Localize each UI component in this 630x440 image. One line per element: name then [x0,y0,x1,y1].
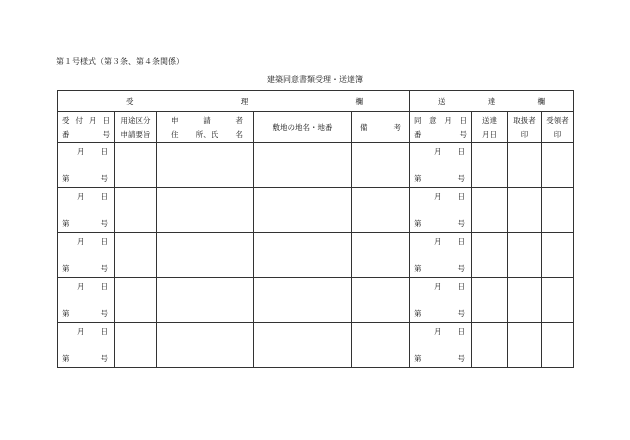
col-receipt-date [58,112,115,143]
month-label: 月 [434,282,442,291]
header-text: 送達 [482,115,497,125]
handler-seal-cell[interactable] [508,278,542,323]
site-cell[interactable] [254,233,352,278]
consent-date-cell[interactable] [410,323,472,368]
site-cell[interactable] [254,278,352,323]
month-label: 月 [77,147,85,156]
purpose-cell[interactable] [115,278,157,323]
number-prefix: 第 [414,219,422,228]
consent-date-cell[interactable] [410,278,472,323]
receipt-date-cell[interactable] [58,143,115,188]
header-text: 印 [553,129,562,139]
table-row [58,323,574,368]
send-date-cell[interactable] [472,143,508,188]
month-label: 月 [77,192,85,201]
month-label: 月 [77,327,85,336]
receiver-seal-cell[interactable] [542,188,574,233]
consent-date-cell[interactable] [410,233,472,278]
table-row [58,188,574,233]
header-char: 達 [487,96,496,106]
table-row [58,278,574,323]
site-cell[interactable] [254,323,352,368]
remarks-cell[interactable] [352,233,410,278]
col-send-date [472,112,508,143]
header-row-groups [58,91,574,112]
header-text: 受領者 [546,115,569,125]
day-label: 日 [100,237,108,246]
number-suffix: 号 [457,354,465,363]
document-title: 建築同意書類受理・送達簿 [267,75,363,84]
number-suffix: 号 [100,309,108,318]
receipt-date-cell[interactable] [58,233,115,278]
header-char: 請 [203,115,211,125]
purpose-cell[interactable] [115,233,157,278]
day-label: 日 [457,327,465,336]
send-date-cell[interactable] [472,278,508,323]
table-row [58,233,574,278]
header-char: 日 [459,115,467,125]
consent-date-cell[interactable] [410,143,472,188]
number-prefix: 第 [414,264,422,273]
remarks-cell[interactable] [352,278,410,323]
number-suffix: 号 [457,309,465,318]
number-prefix: 第 [62,354,70,363]
number-prefix: 第 [414,354,422,363]
header-char: 番 [62,129,70,139]
receiver-seal-cell[interactable] [542,323,574,368]
receiver-seal-cell[interactable] [542,278,574,323]
receipt-date-cell[interactable] [58,278,115,323]
month-label: 月 [77,237,85,246]
number-prefix: 第 [62,309,70,318]
site-cell[interactable] [254,188,352,233]
day-label: 日 [457,192,465,201]
header-char: 申 [171,115,179,125]
number-suffix: 号 [457,219,465,228]
receiver-seal-cell[interactable] [542,143,574,188]
receipt-date-cell[interactable] [58,323,115,368]
receive-section-header [58,91,410,112]
header-char: 者 [235,115,243,125]
header-char: 受 [62,115,70,125]
header-char: 号 [102,129,110,139]
applicant-cell[interactable] [157,233,254,278]
col-consent-date [410,112,472,143]
header-char: 号 [459,129,467,139]
header-char: 欄 [537,96,545,106]
applicant-cell[interactable] [157,143,254,188]
receiver-seal-cell[interactable] [542,233,574,278]
purpose-cell[interactable] [115,323,157,368]
receipt-date-cell[interactable] [58,188,115,233]
col-purpose [115,112,157,143]
header-char: 日 [102,115,110,125]
number-prefix: 第 [62,174,70,183]
month-label: 月 [77,282,85,291]
number-suffix: 号 [100,174,108,183]
number-suffix: 号 [457,264,465,273]
purpose-cell[interactable] [115,143,157,188]
day-label: 日 [100,147,108,156]
handler-seal-cell[interactable] [508,323,542,368]
header-char: 名 [235,129,243,139]
applicant-cell[interactable] [157,323,254,368]
consent-date-cell[interactable] [410,188,472,233]
number-suffix: 号 [457,174,465,183]
remarks-cell[interactable] [352,188,410,233]
send-date-cell[interactable] [472,188,508,233]
header-row-columns [58,112,574,143]
header-char: 月 [89,115,97,125]
header-char: 欄 [355,96,363,106]
col-site: 敷地の地名・地番 [254,112,352,143]
header-text: 申請要旨 [120,129,151,139]
header-char: 所、氏 [195,129,219,139]
header-char: 受 [126,96,134,106]
header-char: 送 [438,96,446,106]
site-cell[interactable] [254,143,352,188]
ledger-table [57,90,574,368]
header-char: 理 [240,96,249,106]
number-prefix: 第 [414,309,422,318]
month-label: 月 [434,192,442,201]
header-char: 付 [75,115,83,125]
number-suffix: 号 [100,219,108,228]
header-text: 月日 [482,129,497,139]
number-suffix: 号 [100,354,108,363]
handler-seal-cell[interactable] [508,188,542,233]
header-text: 取扱者 [513,115,536,125]
header-char: 考 [393,122,401,132]
handler-seal-cell[interactable] [508,143,542,188]
month-label: 月 [434,237,442,246]
col-receiver-seal [542,112,574,143]
header-char: 番 [414,129,422,139]
month-label: 月 [434,327,442,336]
number-suffix: 号 [100,264,108,273]
number-prefix: 第 [62,264,70,273]
number-prefix: 第 [414,174,422,183]
day-label: 日 [100,327,108,336]
header-char: 備 [360,122,368,132]
col-handler-seal [508,112,542,143]
remarks-cell[interactable] [352,143,410,188]
header-text: 印 [520,129,529,139]
day-label: 日 [100,282,108,291]
form-number-label: 第１号様式（第３条、第４条関係） [56,57,184,66]
handler-seal-cell[interactable] [508,233,542,278]
header-char: 同 [414,115,422,125]
day-label: 日 [457,147,465,156]
header-char: 意 [429,115,437,125]
send-date-cell[interactable] [472,233,508,278]
day-label: 日 [100,192,108,201]
send-section-header [410,91,574,112]
header-text: 用途区分 [120,115,151,125]
remarks-cell[interactable] [352,323,410,368]
day-label: 日 [457,282,465,291]
purpose-cell[interactable] [115,188,157,233]
col-applicant [157,112,254,143]
day-label: 日 [457,237,465,246]
header-char: 住 [171,129,179,139]
col-remarks [352,112,410,143]
send-date-cell[interactable] [472,323,508,368]
header-char: 月 [444,115,452,125]
applicant-cell[interactable] [157,278,254,323]
number-prefix: 第 [62,219,70,228]
applicant-cell[interactable] [157,188,254,233]
month-label: 月 [434,147,442,156]
table-row [58,143,574,188]
